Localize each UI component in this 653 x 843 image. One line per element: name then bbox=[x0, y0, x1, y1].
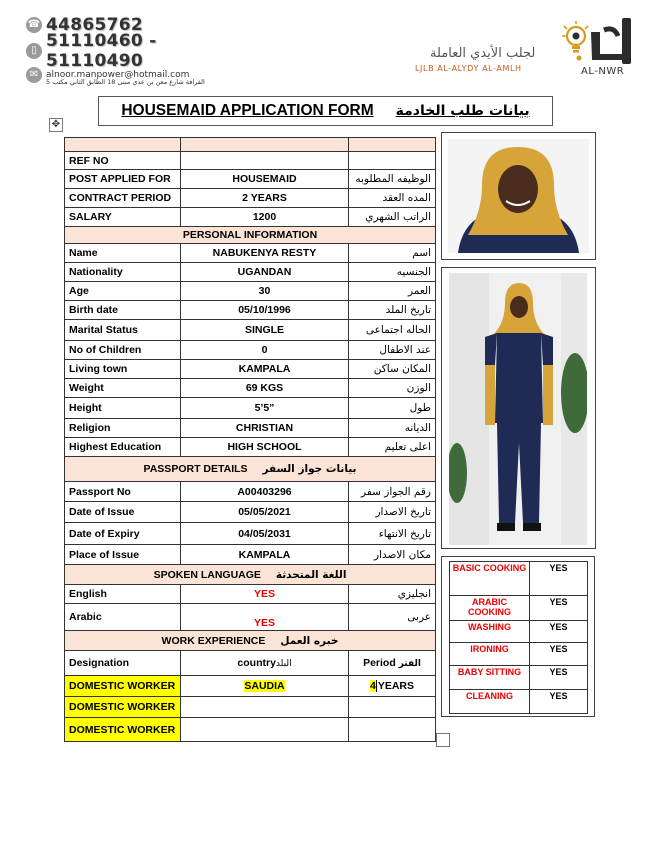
empty-checkbox[interactable] bbox=[436, 733, 450, 747]
nationality-value: UGANDAN bbox=[181, 263, 349, 282]
height-ar: طول bbox=[349, 398, 436, 419]
weight-label: Weight bbox=[65, 379, 181, 398]
ref-no-label: REF NO bbox=[65, 152, 181, 170]
experience-period-num bbox=[349, 718, 436, 742]
experience-row bbox=[65, 697, 436, 718]
skills-box bbox=[441, 556, 595, 717]
arabic-ar: عربى bbox=[349, 604, 436, 631]
passport-section-cell bbox=[65, 457, 436, 482]
skill-name: WASHING bbox=[450, 621, 530, 643]
age-value: 30 bbox=[181, 282, 349, 301]
portrait-photo-frame bbox=[441, 132, 596, 260]
row-passport-no bbox=[65, 482, 436, 502]
height-label: Height bbox=[65, 398, 181, 419]
phone-main: 44865762 bbox=[46, 15, 144, 35]
logo-text-ar: لجلب الأيدي العاملة bbox=[430, 46, 536, 61]
phone-secondary: 51110460 - 51110490 bbox=[46, 31, 157, 71]
contact-block bbox=[26, 14, 216, 86]
skill-row bbox=[450, 562, 588, 596]
height-value: 5’5” bbox=[181, 398, 349, 419]
salary-value: 1200 bbox=[181, 208, 349, 227]
issue-date-label: Date of Issue bbox=[65, 502, 181, 523]
experience-period-unit: YEARS bbox=[377, 680, 415, 692]
header-blank-row bbox=[65, 138, 436, 152]
row-religion bbox=[65, 419, 436, 438]
passport-section-title-ar: بيانات جواز السفر bbox=[262, 463, 357, 475]
skill-row bbox=[450, 643, 588, 666]
issue-place-label: Place of Issue bbox=[65, 545, 181, 565]
period-header-ar: الفتر bbox=[398, 659, 421, 669]
language-section-cell bbox=[65, 565, 436, 585]
portrait-photo bbox=[448, 139, 589, 253]
age-label: Age bbox=[65, 282, 181, 301]
education-ar: اعلى تعليم bbox=[349, 438, 436, 457]
form-title-en: HOUSEMAID APPLICATION FORM bbox=[121, 102, 374, 119]
logo-brand-text: AL-NWR bbox=[581, 66, 625, 77]
experience-country-cell bbox=[181, 676, 349, 697]
full-body-photo bbox=[449, 273, 587, 545]
row-children bbox=[65, 341, 436, 360]
issue-date-ar: تاريخ الاصدار bbox=[349, 502, 436, 523]
row-name bbox=[65, 244, 436, 263]
living-ar: المكان ساكن bbox=[349, 360, 436, 379]
children-label: No of Children bbox=[65, 341, 181, 360]
contract-label: CONTRACT PERIOD bbox=[65, 189, 181, 208]
arabic-value: YES bbox=[181, 604, 349, 631]
issue-date-value: 05/05/2021 bbox=[181, 502, 349, 523]
skill-name: CLEANING bbox=[450, 690, 530, 714]
name-label: Name bbox=[65, 244, 181, 263]
row-contract bbox=[65, 189, 436, 208]
skill-value: YES bbox=[530, 621, 588, 643]
skill-row bbox=[450, 621, 588, 643]
full-body-photo-frame bbox=[441, 267, 596, 549]
ref-no-value bbox=[181, 152, 349, 170]
experience-country bbox=[181, 697, 349, 718]
row-nationality bbox=[65, 263, 436, 282]
religion-ar: الديانه bbox=[349, 419, 436, 438]
address-ar: الفرافة شارع معن بن عدي مبنى 18 الطابق الثاني مكتب 5 bbox=[46, 78, 205, 86]
marital-ar: الحاله اجتماعى bbox=[349, 320, 436, 341]
personal-section-row bbox=[65, 227, 436, 244]
age-ar: العمر bbox=[349, 282, 436, 301]
experience-period-cell bbox=[349, 676, 436, 697]
experience-section-row bbox=[65, 631, 436, 651]
language-section-row bbox=[65, 565, 436, 585]
education-label: Highest Education bbox=[65, 438, 181, 457]
row-salary bbox=[65, 208, 436, 227]
period-header-cell bbox=[349, 651, 436, 676]
logo-text-en: LJLB AL-ALYDY AL-AMLH bbox=[415, 64, 522, 73]
skill-value: YES bbox=[530, 666, 588, 690]
email-icon: ✉ bbox=[26, 67, 42, 83]
skill-name: BABY SITTING bbox=[450, 666, 530, 690]
skill-value: YES bbox=[530, 643, 588, 666]
expiry-date-label: Date of Expiry bbox=[65, 523, 181, 545]
salary-label: SALARY bbox=[65, 208, 181, 227]
phone-icon: ☎ bbox=[26, 17, 42, 33]
birth-label: Birth date bbox=[65, 301, 181, 320]
arabic-label: Arabic bbox=[65, 604, 181, 631]
mobile-icon: ▯ bbox=[26, 43, 42, 59]
country-header-cell bbox=[181, 651, 349, 676]
row-english bbox=[65, 585, 436, 604]
form-title-ar: بيانات طلب الخادمة bbox=[395, 103, 530, 119]
education-value: HIGH SCHOOL bbox=[181, 438, 349, 457]
english-label: English bbox=[65, 585, 181, 604]
passport-no-ar: رقم الجواز سفر bbox=[349, 482, 436, 502]
experience-country bbox=[181, 718, 349, 742]
experience-section-title-ar: خبره العمل bbox=[280, 634, 339, 647]
post-label: POST APPLIED FOR bbox=[65, 170, 181, 189]
birth-value: 05/10/1996 bbox=[181, 301, 349, 320]
passport-no-value: A00403296 bbox=[181, 482, 349, 502]
living-label: Living town bbox=[65, 360, 181, 379]
experience-header-row bbox=[65, 651, 436, 676]
ref-no-ar bbox=[349, 152, 436, 170]
row-weight bbox=[65, 379, 436, 398]
language-section-title-ar: اللغة المتحدثة bbox=[275, 568, 347, 581]
religion-value: CHRISTIAN bbox=[181, 419, 349, 438]
birth-ar: تاريخ الملد bbox=[349, 301, 436, 320]
experience-country: SAUDIA bbox=[244, 680, 285, 692]
children-value: 0 bbox=[181, 341, 349, 360]
skill-name: IRONING bbox=[450, 643, 530, 666]
english-ar: انجليزي bbox=[349, 585, 436, 604]
experience-row bbox=[65, 718, 436, 742]
experience-designation: DOMESTIC WORKER bbox=[65, 676, 181, 697]
skill-row bbox=[450, 596, 588, 621]
passport-section-row bbox=[65, 457, 436, 482]
english-value: YES bbox=[181, 585, 349, 604]
passport-no-label: Passport No bbox=[65, 482, 181, 502]
experience-designation: DOMESTIC WORKER bbox=[65, 718, 181, 742]
experience-row bbox=[65, 676, 436, 697]
experience-period-num bbox=[349, 697, 436, 718]
row-issue-date bbox=[65, 502, 436, 523]
row-post bbox=[65, 170, 436, 189]
nationality-label: Nationality bbox=[65, 263, 181, 282]
country-header: country bbox=[237, 657, 276, 669]
marital-label: Marital Status bbox=[65, 320, 181, 341]
form-title-box bbox=[98, 96, 553, 126]
contract-value: 2 YEARS bbox=[181, 189, 349, 208]
salary-ar: الراتب الشهري bbox=[349, 208, 436, 227]
period-header: Period bbox=[363, 657, 396, 669]
skill-name: BASIC COOKING bbox=[450, 562, 530, 596]
skill-value: YES bbox=[530, 562, 588, 596]
row-arabic bbox=[65, 604, 436, 631]
experience-section-title: WORK EXPERIENCE bbox=[161, 634, 266, 647]
country-header-ar: البلد bbox=[275, 659, 292, 669]
row-ref-no bbox=[65, 152, 436, 170]
row-marital bbox=[65, 320, 436, 341]
post-ar: الوظيفه المطلوبه bbox=[349, 170, 436, 189]
children-ar: عند الاطفال bbox=[349, 341, 436, 360]
language-section-title: SPOKEN LANGUAGE bbox=[153, 568, 261, 581]
issue-place-value: KAMPALA bbox=[181, 545, 349, 565]
post-value: HOUSEMAID bbox=[181, 170, 349, 189]
application-table bbox=[64, 137, 436, 742]
row-expiry-date bbox=[65, 523, 436, 545]
weight-value: 69 KGS bbox=[181, 379, 349, 398]
row-age bbox=[65, 282, 436, 301]
passport-section-title: PASSPORT DETAILS bbox=[143, 463, 248, 475]
designation-header: Designation bbox=[65, 651, 181, 676]
skill-name: ARABIC COOKING bbox=[450, 596, 530, 621]
skill-value: YES bbox=[530, 596, 588, 621]
contract-ar: المده العقد bbox=[349, 189, 436, 208]
expiry-date-value: 04/05/2031 bbox=[181, 523, 349, 545]
issue-place-ar: مكان الاصدار bbox=[349, 545, 436, 565]
row-birth bbox=[65, 301, 436, 320]
row-living bbox=[65, 360, 436, 379]
personal-section-title: PERSONAL INFORMATION bbox=[65, 227, 436, 244]
row-education bbox=[65, 438, 436, 457]
religion-label: Religion bbox=[65, 419, 181, 438]
experience-period-num: 4 bbox=[369, 680, 376, 692]
expiry-date-ar: تاريخ الانتهاء bbox=[349, 523, 436, 545]
experience-designation: DOMESTIC WORKER bbox=[65, 697, 181, 718]
name-value: NABUKENYA RESTY bbox=[181, 244, 349, 263]
living-value: KAMPALA bbox=[181, 360, 349, 379]
weight-ar: الوزن bbox=[349, 379, 436, 398]
nationality-ar: الجنسيه bbox=[349, 263, 436, 282]
row-height bbox=[65, 398, 436, 419]
skill-row bbox=[450, 666, 588, 690]
row-issue-place bbox=[65, 545, 436, 565]
email-address: alnoor.manpower@hotmail.com bbox=[46, 70, 190, 80]
name-ar: اسم bbox=[349, 244, 436, 263]
skill-value: YES bbox=[530, 690, 588, 714]
marital-value: SINGLE bbox=[181, 320, 349, 341]
skill-row bbox=[450, 690, 588, 714]
skills-table bbox=[449, 561, 588, 714]
move-handle-icon[interactable]: ✥ bbox=[49, 118, 63, 132]
experience-section-cell bbox=[65, 631, 436, 651]
contact-mobile-row bbox=[26, 31, 216, 71]
